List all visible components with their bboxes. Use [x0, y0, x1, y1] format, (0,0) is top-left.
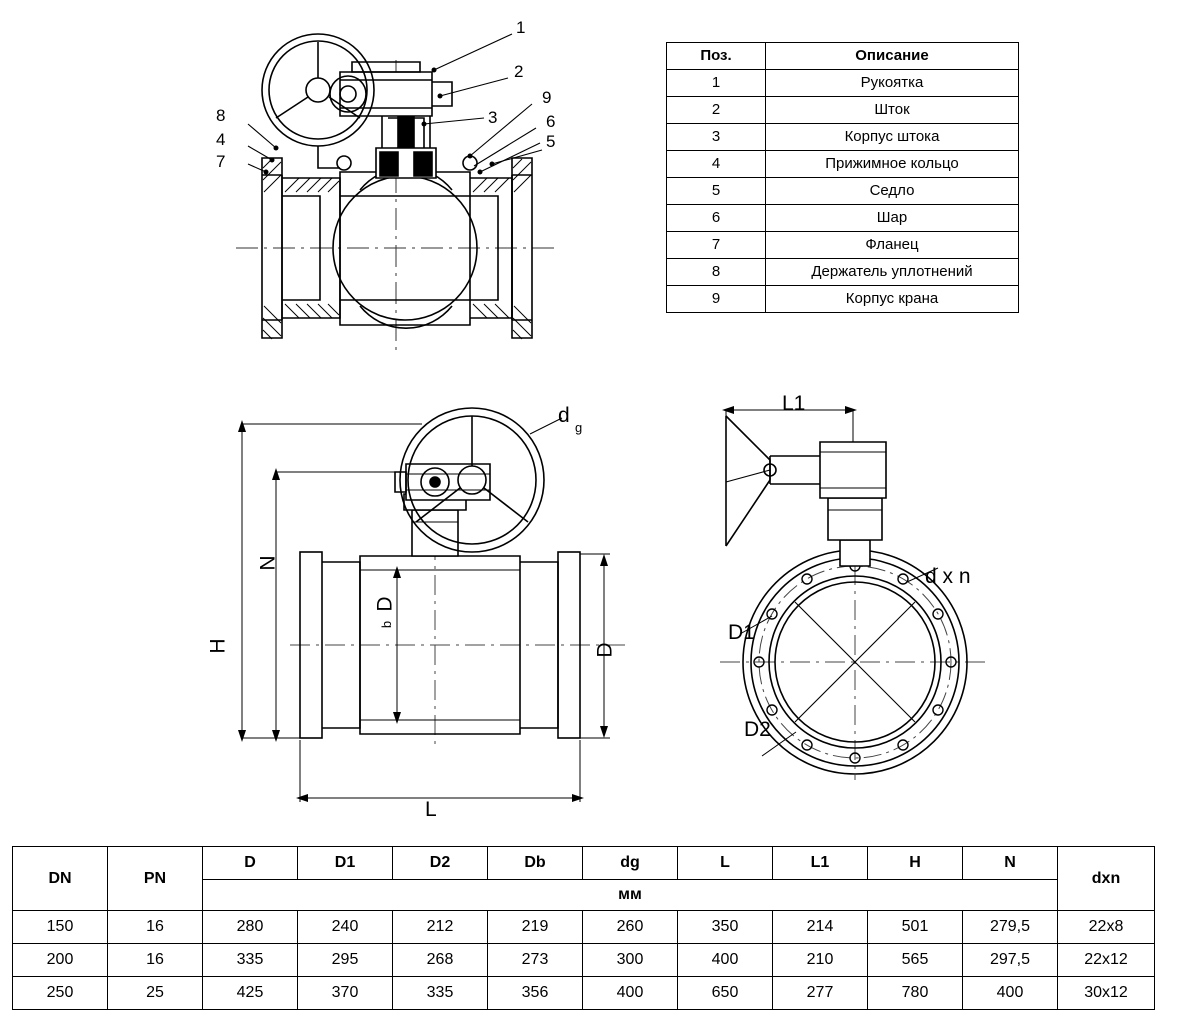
- dim-cell-dn: 150: [13, 911, 108, 944]
- dim-units-label: мм: [203, 880, 1058, 911]
- dim-cell-l1: 277: [773, 977, 868, 1010]
- label-Db-subscript: b: [379, 620, 395, 629]
- dim-header-d2: D2: [393, 847, 488, 880]
- parts-header-desc: Описание: [766, 43, 1019, 70]
- parts-desc: Корпус штока: [766, 124, 1019, 151]
- label-D2: D2: [744, 718, 771, 741]
- label-dg: d: [558, 404, 570, 427]
- dim-cell-dg: 300: [583, 944, 678, 977]
- label-dg-subscript: g: [575, 420, 583, 435]
- dim-header-dn: DN: [13, 847, 108, 911]
- parts-pos: 9: [667, 286, 766, 313]
- dim-cell-n: 279,5: [963, 911, 1058, 944]
- parts-pos: 3: [667, 124, 766, 151]
- dim-cell-dxn: 22x8: [1058, 911, 1155, 944]
- dim-header-dxn: dxn: [1058, 847, 1155, 911]
- dim-header-n: N: [963, 847, 1058, 880]
- label-H: H: [206, 638, 230, 654]
- label-L1: L1: [782, 392, 806, 415]
- dim-cell-dxn: 30x12: [1058, 977, 1155, 1010]
- dim-cell-n: 297,5: [963, 944, 1058, 977]
- parts-pos: 8: [667, 259, 766, 286]
- parts-desc: Шток: [766, 97, 1019, 124]
- dim-cell-l: 400: [678, 944, 773, 977]
- parts-desc: Держатель уплотнений: [766, 259, 1019, 286]
- table-row: [667, 232, 1019, 259]
- dim-cell-d2: 268: [393, 944, 488, 977]
- label-Db: D: [373, 596, 397, 612]
- dim-cell-db: 356: [488, 977, 583, 1010]
- table-row: [667, 70, 1019, 97]
- callout-9: 9: [542, 88, 552, 107]
- table-row: [667, 124, 1019, 151]
- parts-desc: Шар: [766, 205, 1019, 232]
- valve-section-view: [0, 0, 660, 380]
- dim-cell-l1: 214: [773, 911, 868, 944]
- table-row: [13, 911, 1155, 944]
- dim-header-d: D: [203, 847, 298, 880]
- parts-desc: Прижимное кольцо: [766, 151, 1019, 178]
- parts-pos: 1: [667, 70, 766, 97]
- dim-cell-dg: 260: [583, 911, 678, 944]
- table-row: [667, 205, 1019, 232]
- label-L: L: [425, 798, 437, 821]
- parts-desc: Корпус крана: [766, 286, 1019, 313]
- dim-cell-pn: 16: [108, 944, 203, 977]
- parts-pos: 5: [667, 178, 766, 205]
- parts-desc: Рукоятка: [766, 70, 1019, 97]
- dim-cell-d: 335: [203, 944, 298, 977]
- dim-cell-pn: 25: [108, 977, 203, 1010]
- callout-3: 3: [488, 108, 498, 127]
- callout-6: 6: [546, 112, 556, 131]
- callout-2: 2: [514, 62, 524, 81]
- dim-header-d1: D1: [298, 847, 393, 880]
- label-N: N: [256, 555, 280, 571]
- dim-cell-d2: 212: [393, 911, 488, 944]
- dim-cell-n: 400: [963, 977, 1058, 1010]
- dim-header-db: Db: [488, 847, 583, 880]
- dim-cell-dn: 250: [13, 977, 108, 1010]
- table-row: [13, 977, 1155, 1010]
- label-dxn: d x n: [925, 565, 971, 588]
- dim-cell-dg: 400: [583, 977, 678, 1010]
- dim-cell-d: 280: [203, 911, 298, 944]
- table-row: [667, 97, 1019, 124]
- dim-cell-dn: 200: [13, 944, 108, 977]
- parts-pos: 2: [667, 97, 766, 124]
- dim-header-dg: dg: [583, 847, 678, 880]
- dim-header-l1: L1: [773, 847, 868, 880]
- dim-cell-h: 501: [868, 911, 963, 944]
- dim-cell-db: 273: [488, 944, 583, 977]
- dim-cell-l: 650: [678, 977, 773, 1010]
- parts-desc: Фланец: [766, 232, 1019, 259]
- dim-cell-l: 350: [678, 911, 773, 944]
- dim-cell-d1: 240: [298, 911, 393, 944]
- dim-cell-d2: 335: [393, 977, 488, 1010]
- callout-8: 8: [216, 106, 226, 125]
- dim-cell-d1: 295: [298, 944, 393, 977]
- dim-header-l: L: [678, 847, 773, 880]
- dimensions-table: [12, 846, 1155, 1010]
- label-D: D: [593, 642, 617, 658]
- table-row: [667, 178, 1019, 205]
- parts-pos: 4: [667, 151, 766, 178]
- dim-cell-l1: 210: [773, 944, 868, 977]
- callout-1: 1: [516, 18, 526, 37]
- callout-5: 5: [546, 132, 556, 151]
- dim-cell-d: 425: [203, 977, 298, 1010]
- dim-cell-d1: 370: [298, 977, 393, 1010]
- dim-cell-db: 219: [488, 911, 583, 944]
- dim-table-header-row-1: [13, 847, 1155, 880]
- parts-pos: 7: [667, 232, 766, 259]
- dim-header-pn: PN: [108, 847, 203, 911]
- dim-cell-h: 780: [868, 977, 963, 1010]
- parts-legend-table: [666, 42, 1019, 313]
- parts-header-pos: Поз.: [667, 43, 766, 70]
- dim-header-h: H: [868, 847, 963, 880]
- table-row: [667, 259, 1019, 286]
- callout-4: 4: [216, 130, 226, 149]
- callout-7: 7: [216, 152, 226, 171]
- parts-desc: Седло: [766, 178, 1019, 205]
- dim-cell-pn: 16: [108, 911, 203, 944]
- parts-pos: 6: [667, 205, 766, 232]
- table-row: [667, 286, 1019, 313]
- dim-cell-h: 565: [868, 944, 963, 977]
- table-row: [667, 151, 1019, 178]
- label-D1: D1: [728, 621, 755, 644]
- parts-table-header-row: [667, 43, 1019, 70]
- valve-side-face-view: [700, 390, 1040, 810]
- dim-cell-dxn: 22x12: [1058, 944, 1155, 977]
- table-row: [13, 944, 1155, 977]
